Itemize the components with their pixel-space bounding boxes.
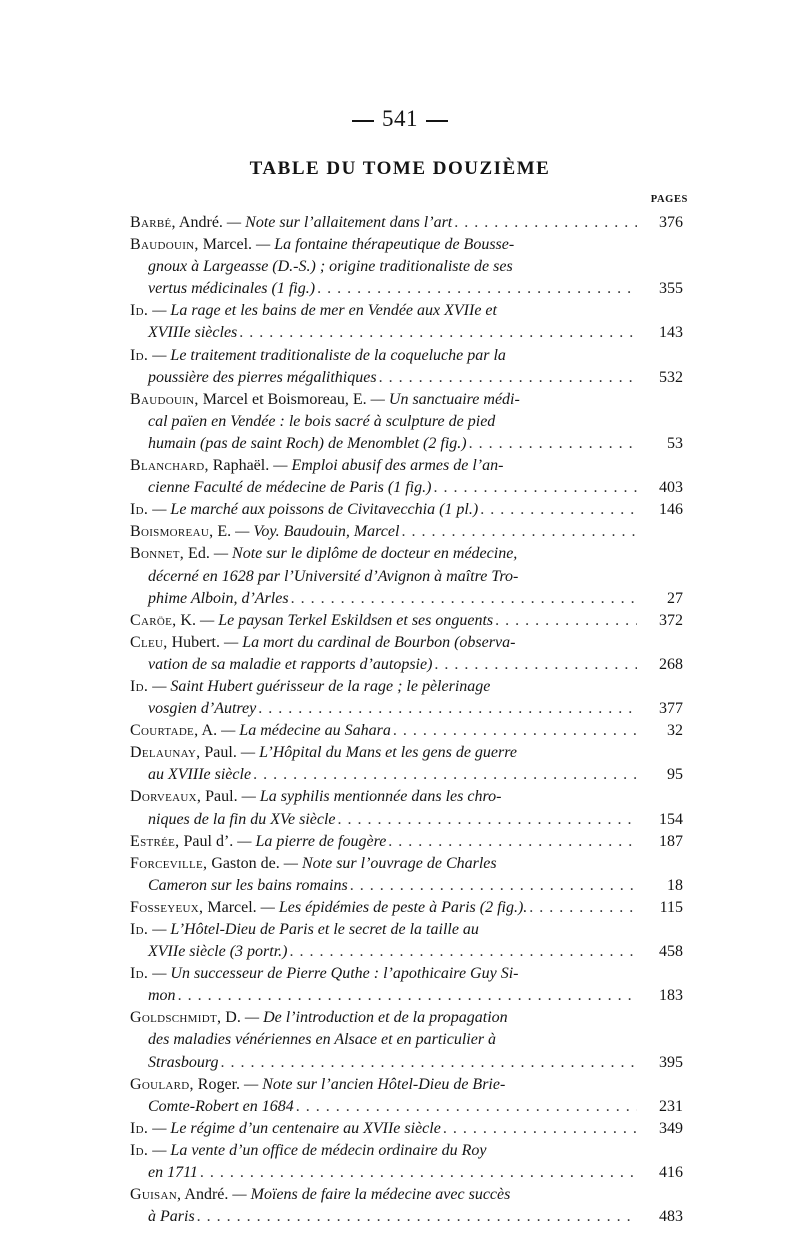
entry-text bbox=[148, 654, 432, 676]
entry-text bbox=[130, 1184, 510, 1206]
entry-title: à Paris bbox=[148, 1208, 195, 1226]
entry-page-number: 95 bbox=[667, 766, 683, 784]
entry-author: Cleu, bbox=[130, 633, 168, 651]
entry-line bbox=[130, 1184, 637, 1206]
dot-leader bbox=[253, 764, 637, 786]
entry-author-rest: K. bbox=[176, 611, 196, 629]
entry-line bbox=[130, 411, 637, 433]
entry-line bbox=[130, 1162, 637, 1184]
entry-author: Id. bbox=[130, 1119, 149, 1137]
entry-author: Caröe, bbox=[130, 611, 177, 629]
entry-author: Id. bbox=[130, 965, 149, 983]
toc-entry bbox=[130, 632, 683, 676]
entry-title: — Voy. Baudouin, Marcel bbox=[235, 523, 400, 541]
entry-text bbox=[148, 875, 348, 897]
entry-line bbox=[130, 300, 637, 322]
entry-page-number: 458 bbox=[659, 943, 683, 961]
entry-page-number: 355 bbox=[659, 280, 683, 298]
entry-line bbox=[130, 1118, 637, 1140]
entry-line bbox=[130, 477, 637, 499]
entry-author-rest: D. bbox=[221, 1009, 241, 1027]
toc-entry bbox=[130, 389, 683, 455]
dot-leader bbox=[296, 1096, 637, 1118]
toc-entry bbox=[130, 1118, 683, 1140]
dot-leader bbox=[258, 698, 637, 720]
dot-leader bbox=[388, 831, 637, 853]
entry-text bbox=[130, 521, 399, 543]
table-of-contents bbox=[130, 212, 683, 1228]
entry-title: vosgien d’Autrey bbox=[148, 700, 257, 718]
entry-author-rest: Paul d’. bbox=[179, 832, 234, 850]
entry-page-number: 32 bbox=[667, 722, 683, 740]
entry-page-number: 154 bbox=[659, 810, 683, 828]
dot-leader bbox=[433, 477, 637, 499]
dot-leader bbox=[221, 1052, 637, 1074]
entry-page-number: 416 bbox=[659, 1164, 683, 1182]
entry-title: Strasbourg bbox=[148, 1053, 219, 1071]
dot-leader bbox=[443, 1118, 637, 1140]
entry-title: — Emploi abusif des armes de l’an- bbox=[273, 457, 504, 475]
toc-entry bbox=[130, 234, 683, 300]
entry-author: Courtade, bbox=[130, 722, 199, 740]
entry-page-number: 372 bbox=[659, 611, 683, 629]
dot-leader bbox=[393, 720, 637, 742]
entry-line bbox=[130, 831, 637, 853]
entry-author: Goulard, bbox=[130, 1075, 194, 1093]
entry-title: Cameron sur les bains romains bbox=[148, 876, 348, 894]
entry-line bbox=[130, 654, 637, 676]
toc-entry bbox=[130, 919, 683, 963]
entry-author: Bonnet, bbox=[130, 545, 185, 563]
dot-leader bbox=[495, 610, 637, 632]
entry-text bbox=[130, 1118, 441, 1140]
toc-entry bbox=[130, 831, 683, 853]
entry-title: — La syphilis mentionnée dans les chro- bbox=[241, 788, 502, 806]
entry-text bbox=[130, 610, 493, 632]
entry-line bbox=[130, 566, 637, 588]
entry-text bbox=[130, 632, 515, 654]
entry-title: — Note sur le diplôme de docteur en médecine, bbox=[213, 545, 518, 563]
entry-author: Boismoreau, bbox=[130, 523, 214, 541]
entry-page-number: 27 bbox=[667, 589, 683, 607]
entry-author-rest: Gaston de. bbox=[207, 854, 280, 872]
entry-text bbox=[148, 566, 518, 588]
dot-leader bbox=[434, 654, 637, 676]
entry-line bbox=[130, 809, 637, 831]
entry-title: — La mort du cardinal de Bourbon (observa- bbox=[224, 633, 516, 651]
entry-author: Baudouin, bbox=[130, 236, 199, 254]
entry-line bbox=[130, 212, 637, 234]
toc-entry bbox=[130, 1007, 683, 1073]
entry-line bbox=[130, 543, 637, 565]
entry-author-rest: André. bbox=[175, 214, 223, 231]
entry-author-rest: Marcel. bbox=[203, 898, 257, 916]
entry-title: — Le marché aux poissons de Civitavecchia (1 pl.) bbox=[152, 501, 479, 519]
entry-text bbox=[130, 1007, 508, 1029]
entry-title: — Le paysan Terkel Eskildsen et ses onguents bbox=[199, 611, 494, 629]
dot-leader bbox=[178, 985, 637, 1007]
entry-text bbox=[130, 455, 503, 477]
dot-leader bbox=[290, 941, 637, 963]
entry-title: XVIIe siècle (3 portr.) bbox=[148, 943, 288, 961]
entry-title: — Le traitement traditionaliste de la coqueluche par la bbox=[152, 346, 506, 364]
entry-title: — L’Hôtel-Dieu de Paris et le secret de la taille au bbox=[152, 921, 479, 938]
entry-line bbox=[130, 234, 637, 256]
entry-title: — Saint Hubert guérisseur de la rage ; le pèlerinage bbox=[152, 677, 491, 695]
entry-page-number: 183 bbox=[659, 987, 683, 1005]
entry-line bbox=[130, 1052, 637, 1074]
entry-title: au XVIIIe siècle bbox=[148, 766, 252, 784]
entry-title: — De l’introduction et de la propagation bbox=[244, 1009, 508, 1027]
entry-author: Forceville, bbox=[130, 854, 208, 872]
toc-entry bbox=[130, 212, 683, 234]
entry-page-number: 231 bbox=[659, 1097, 683, 1115]
toc-entry bbox=[130, 300, 683, 344]
entry-text bbox=[148, 278, 315, 300]
entry-title: niques de la fin du XVe siècle bbox=[148, 810, 336, 828]
toc-entry bbox=[130, 610, 683, 632]
toc-entry bbox=[130, 897, 683, 919]
entry-text bbox=[130, 831, 386, 853]
entry-line bbox=[130, 1096, 637, 1118]
entry-text bbox=[148, 411, 495, 433]
entry-page-number: 532 bbox=[659, 368, 683, 386]
entry-author-rest: A. bbox=[198, 722, 218, 740]
entry-line bbox=[130, 764, 637, 786]
entry-text bbox=[130, 300, 497, 322]
entry-title: — La vente d’un office de médecin ordinaire du Roy bbox=[152, 1141, 487, 1159]
entry-author: Dorveaux, bbox=[130, 788, 202, 806]
entry-text bbox=[148, 256, 513, 278]
pages-column-label: PAGES bbox=[650, 194, 688, 205]
entry-author: Estrée, bbox=[130, 832, 180, 850]
entry-text bbox=[130, 212, 452, 234]
entry-page-number: 268 bbox=[659, 655, 683, 673]
entry-author-rest: Paul. bbox=[200, 744, 237, 762]
entry-text bbox=[148, 985, 176, 1007]
toc-entry bbox=[130, 786, 683, 830]
dot-leader bbox=[480, 499, 637, 521]
entry-title: cienne Faculté de médecine de Paris (1 fig.) bbox=[148, 479, 432, 497]
entry-text bbox=[148, 433, 467, 455]
entry-text bbox=[130, 1074, 505, 1096]
entry-page-number: 395 bbox=[659, 1053, 683, 1071]
dot-leader bbox=[379, 367, 637, 389]
toc-entry bbox=[130, 521, 683, 543]
entry-page-number: 377 bbox=[659, 700, 683, 718]
entry-text bbox=[130, 853, 497, 875]
entry-title: Comte-Robert en 1684 bbox=[148, 1097, 294, 1115]
toc-entry bbox=[130, 345, 683, 389]
entry-page-number: 349 bbox=[659, 1119, 683, 1137]
entry-author-rest: Raphaël. bbox=[208, 457, 270, 475]
entry-title: — Moïens de faire la médecine avec succès bbox=[232, 1186, 511, 1204]
entry-title: cal païen en Vendée : le bois sacré à sculpture de pied bbox=[148, 412, 496, 430]
toc-entry bbox=[130, 720, 683, 742]
entry-page-number: 143 bbox=[659, 324, 683, 342]
entry-title: — Note sur l’ouvrage de Charles bbox=[283, 854, 497, 872]
entry-line bbox=[130, 1206, 637, 1228]
entry-line bbox=[130, 786, 637, 808]
entry-author-rest: André. bbox=[181, 1186, 229, 1204]
entry-author: Guisan, bbox=[130, 1186, 182, 1204]
entry-title: phime Alboin, d’Arles bbox=[148, 589, 289, 607]
entry-line bbox=[130, 521, 637, 543]
dot-leader bbox=[469, 433, 637, 455]
entry-text bbox=[130, 543, 517, 565]
entry-line bbox=[130, 499, 637, 521]
entry-title: — La fontaine thérapeutique de Bousse- bbox=[256, 236, 515, 254]
entry-line bbox=[130, 875, 637, 897]
entry-title: — Un successeur de Pierre Quthe : l’apothicaire Guy Si- bbox=[152, 965, 519, 983]
entry-text bbox=[130, 742, 517, 764]
entry-line bbox=[130, 919, 637, 941]
entry-text bbox=[148, 809, 336, 831]
dot-leader bbox=[197, 1206, 637, 1228]
entry-author: Delaunay, bbox=[130, 744, 201, 762]
dot-leader bbox=[291, 588, 637, 610]
entry-author-rest: Paul. bbox=[201, 788, 238, 806]
entry-text bbox=[148, 367, 377, 389]
toc-entry bbox=[130, 963, 683, 1007]
entry-author: Id. bbox=[130, 677, 149, 695]
entry-text bbox=[148, 941, 288, 963]
entry-text bbox=[148, 1052, 219, 1074]
entry-text bbox=[148, 1029, 496, 1051]
toc-entry bbox=[130, 853, 683, 897]
entry-text bbox=[130, 963, 518, 985]
toc-entry bbox=[130, 499, 683, 521]
entry-author-rest: Ed. bbox=[184, 545, 210, 563]
entry-text bbox=[130, 786, 501, 808]
entry-line bbox=[130, 1074, 637, 1096]
entry-page-number: 403 bbox=[659, 479, 683, 497]
dot-leader bbox=[239, 322, 637, 344]
entry-title: XVIIIe siècles bbox=[148, 324, 238, 342]
entry-author: Id. bbox=[130, 1141, 149, 1159]
entry-title: — L’Hôpital du Mans et les gens de guerre bbox=[240, 744, 517, 762]
entry-line bbox=[130, 345, 637, 367]
entry-line bbox=[130, 455, 637, 477]
entry-page-number: 376 bbox=[659, 214, 683, 231]
dot-leader bbox=[401, 521, 637, 543]
entry-text bbox=[148, 1162, 198, 1184]
entry-text bbox=[130, 897, 527, 919]
dot-leader bbox=[454, 212, 637, 234]
toc-entry bbox=[130, 1140, 683, 1184]
entry-text bbox=[130, 345, 506, 367]
entry-line bbox=[130, 588, 637, 610]
entry-line bbox=[130, 963, 637, 985]
entry-line bbox=[130, 322, 637, 344]
entry-page-number: 146 bbox=[659, 501, 683, 519]
entry-author: Id. bbox=[130, 921, 149, 938]
entry-line bbox=[130, 897, 637, 919]
entry-title: vation de sa maladie et rapports d’autopsie) bbox=[148, 655, 433, 673]
entry-line bbox=[130, 720, 637, 742]
toc-entry bbox=[130, 1184, 683, 1228]
entry-line bbox=[130, 610, 637, 632]
entry-line bbox=[130, 433, 637, 455]
entry-text bbox=[148, 764, 251, 786]
entry-line bbox=[130, 1140, 637, 1162]
entry-title: gnoux à Largeasse (D.-S.) ; origine traditionaliste de ses bbox=[148, 258, 513, 276]
page-title: TABLE DU TOME DOUZIÈME bbox=[249, 158, 551, 179]
toc-entry bbox=[130, 1074, 683, 1118]
entry-text bbox=[130, 499, 478, 521]
entry-line bbox=[130, 278, 637, 300]
toc-entry bbox=[130, 742, 683, 786]
entry-line bbox=[130, 742, 637, 764]
entry-title: poussière des pierres mégalithiques bbox=[148, 368, 377, 386]
entry-author: Baudouin, bbox=[130, 390, 199, 408]
entry-text bbox=[130, 1140, 486, 1162]
entry-line bbox=[130, 698, 637, 720]
entry-author: Id. bbox=[130, 501, 149, 519]
entry-author: Id. bbox=[130, 302, 149, 320]
entry-title: en 1711 bbox=[148, 1164, 198, 1182]
entry-title: — Le régime d’un centenaire au XVIIe siècle bbox=[152, 1119, 441, 1137]
dot-leader bbox=[350, 875, 637, 897]
entry-page-number: 53 bbox=[667, 434, 683, 452]
entry-text bbox=[130, 919, 479, 941]
entry-title: — Note sur l’allaitement dans l’art bbox=[226, 214, 453, 231]
entry-title: — La pierre de fougère bbox=[237, 832, 387, 850]
entry-line bbox=[130, 1007, 637, 1029]
entry-line bbox=[130, 676, 637, 698]
entry-title: humain (pas de saint Roch) de Menomblet (2 fig.) bbox=[148, 434, 467, 452]
page-number bbox=[0, 106, 800, 132]
entry-text bbox=[148, 322, 237, 344]
entry-page-number: 18 bbox=[667, 876, 683, 894]
entry-title: décerné en 1628 par l’Université d’Avignon à maître Tro- bbox=[148, 567, 519, 585]
entry-author-rest: E. bbox=[213, 523, 232, 541]
dot-leader bbox=[317, 278, 637, 300]
entry-title: des maladies vénériennes en Alsace et en particulier à bbox=[148, 1031, 497, 1049]
entry-page-number: 187 bbox=[659, 832, 683, 850]
entry-line bbox=[130, 632, 637, 654]
entry-author: Blanchard, bbox=[130, 457, 209, 475]
entry-title: — La médecine au Sahara bbox=[221, 722, 391, 740]
entry-text bbox=[148, 1206, 195, 1228]
entry-author-rest: Roger. bbox=[193, 1075, 241, 1093]
entry-text bbox=[130, 389, 520, 411]
dot-leader bbox=[200, 1162, 637, 1184]
entry-author: Goldschmidt, bbox=[130, 1009, 222, 1027]
dot-leader bbox=[529, 897, 637, 919]
entry-title: mon bbox=[148, 987, 176, 1005]
entry-page-number: 115 bbox=[659, 898, 683, 916]
entry-text bbox=[130, 234, 514, 256]
entry-text bbox=[148, 1096, 294, 1118]
entry-line bbox=[130, 1029, 637, 1051]
folio-dash-right bbox=[426, 120, 448, 122]
entry-page-number: 483 bbox=[659, 1208, 683, 1226]
entry-author-rest: Marcel et Boismoreau, E. bbox=[198, 390, 367, 408]
toc-entry bbox=[130, 455, 683, 499]
entry-author: Id. bbox=[130, 346, 149, 364]
entry-title: vertus médicinales (1 fig.) bbox=[148, 280, 316, 298]
entry-author-rest: Marcel. bbox=[198, 236, 253, 254]
entry-text bbox=[130, 676, 490, 698]
entry-line bbox=[130, 941, 637, 963]
toc-entry bbox=[130, 676, 683, 720]
entry-text bbox=[148, 477, 431, 499]
entry-line bbox=[130, 985, 637, 1007]
entry-text bbox=[130, 720, 391, 742]
entry-text bbox=[148, 588, 289, 610]
entry-author: Barbé, bbox=[130, 214, 176, 231]
entry-line bbox=[130, 256, 637, 278]
entry-title: — Les épidémies de peste à Paris (2 fig.). bbox=[260, 898, 528, 916]
dot-leader bbox=[338, 809, 637, 831]
entry-author: Fosseyeux, bbox=[130, 898, 204, 916]
entry-author-rest: Hubert. bbox=[167, 633, 220, 651]
entry-line bbox=[130, 367, 637, 389]
entry-text bbox=[148, 698, 256, 720]
entry-title: — Un sanctuaire médi- bbox=[370, 390, 520, 408]
folio-dash-left bbox=[352, 120, 374, 122]
entry-line bbox=[130, 389, 637, 411]
page-number-text: 541 bbox=[382, 106, 418, 131]
toc-entry bbox=[130, 543, 683, 609]
entry-line bbox=[130, 853, 637, 875]
entry-title: — La rage et les bains de mer en Vendée aux XVIIe et bbox=[152, 302, 497, 320]
entry-title: — Note sur l’ancien Hôtel-Dieu de Brie- bbox=[244, 1075, 506, 1093]
